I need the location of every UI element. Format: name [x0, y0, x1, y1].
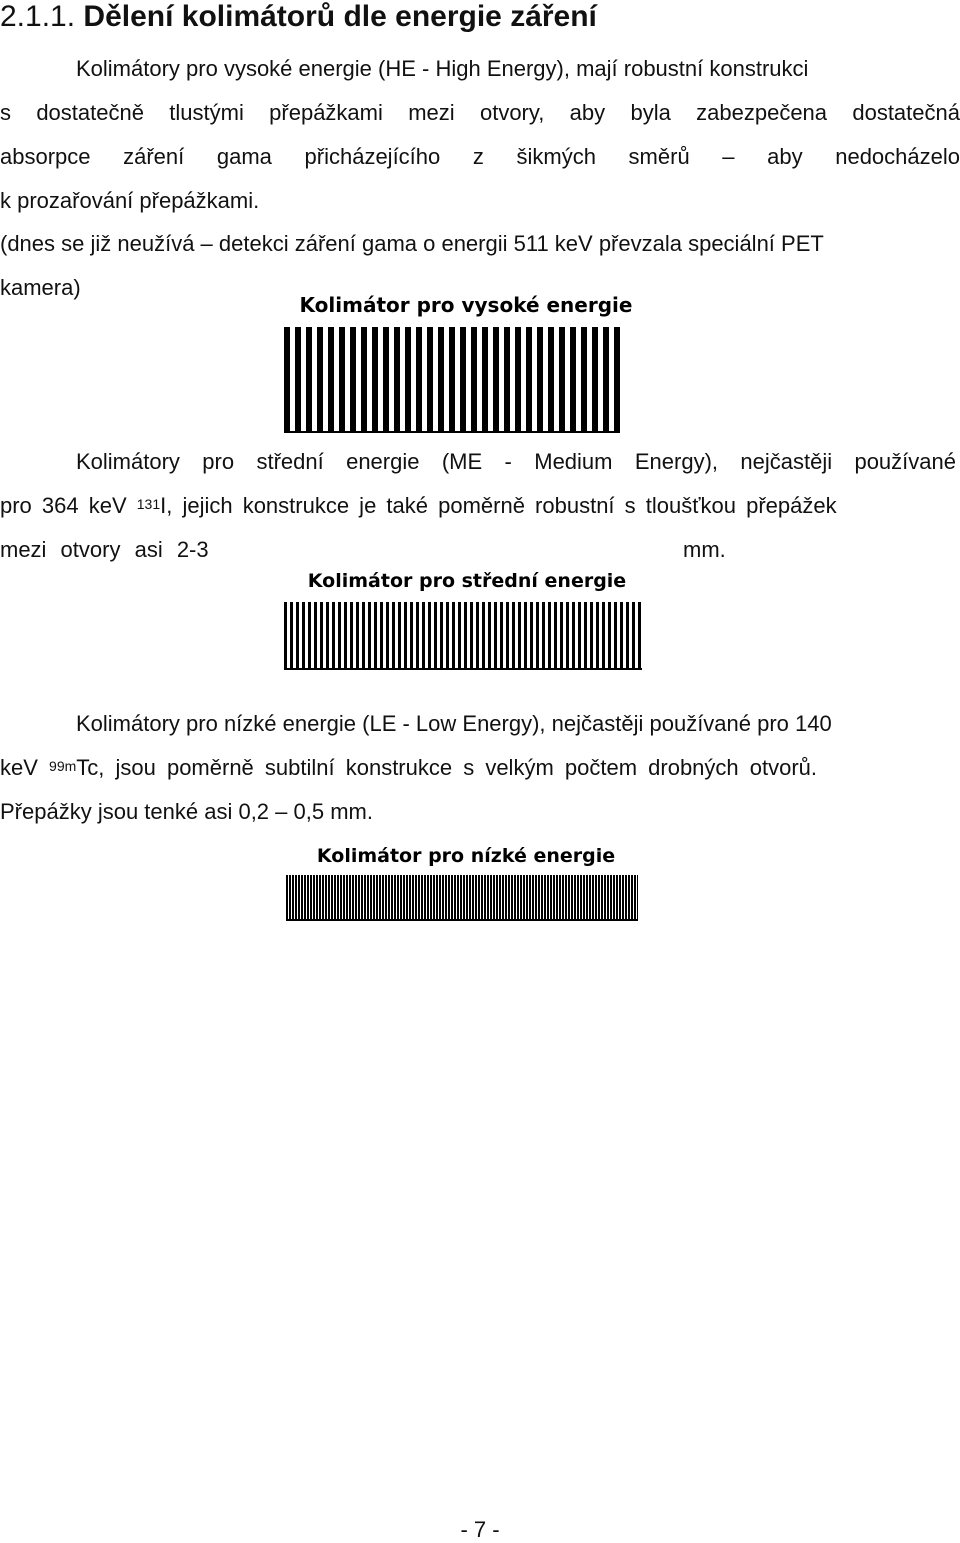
collimator-septum	[572, 602, 575, 670]
collimator-septum	[319, 875, 321, 921]
collimator-septum	[364, 875, 366, 921]
collimator-septum	[292, 875, 294, 921]
paragraph-he-line: Kolimátory pro vysoké energie (HE - High Energy), mají robustní konstrukci	[76, 56, 809, 81]
collimator-septum	[386, 602, 389, 670]
collimator-base-line	[284, 431, 620, 433]
collimator-septum	[504, 327, 510, 433]
collimator-septum	[469, 875, 471, 921]
collimator-septum	[320, 602, 323, 670]
collimator-septum	[536, 602, 539, 670]
collimator-septum	[520, 875, 522, 921]
collimator-septum	[626, 602, 629, 670]
collimator-septum	[472, 875, 474, 921]
collimator-septum	[566, 602, 569, 670]
collimator-septum	[463, 875, 465, 921]
collimator-septum	[616, 875, 618, 921]
collimator-septum	[537, 327, 543, 433]
collimator-septum	[471, 327, 477, 433]
collimator-septum	[598, 875, 600, 921]
collimator-septum	[568, 875, 570, 921]
collimator-septum	[376, 875, 378, 921]
collimator-septum	[464, 602, 467, 670]
collimator-septum	[400, 875, 402, 921]
figure-le-collimator	[266, 833, 666, 933]
collimator-septum	[454, 875, 456, 921]
collimator-septum	[427, 327, 433, 433]
collimator-septum	[367, 875, 369, 921]
collimator-septum	[452, 602, 455, 670]
collimator-septum	[339, 327, 345, 433]
collimator-septum	[344, 602, 347, 670]
collimator-septum	[289, 875, 291, 921]
collimator-septum	[614, 602, 617, 670]
collimator-septum	[460, 875, 462, 921]
collimator-septum	[370, 875, 372, 921]
collimator-septum	[493, 327, 499, 433]
collimator-septum	[433, 875, 435, 921]
collimator-septum	[286, 875, 288, 921]
paragraph-he-line: absorpce záření gama přicházejícího z šikmých směrů – aby nedocházelo	[0, 144, 960, 169]
collimator-septum	[553, 875, 555, 921]
collimator-septum	[394, 875, 396, 921]
paragraph-he-line: k prozařování přepážkami.	[0, 188, 260, 213]
collimator-septum	[638, 602, 641, 670]
collimator-septum	[368, 602, 371, 670]
collimator-septum	[619, 875, 621, 921]
collimator-septum	[310, 875, 312, 921]
collimator-septum	[592, 327, 598, 433]
collimator-septum	[328, 327, 334, 433]
collimator-septum	[373, 875, 375, 921]
collimator-septum	[512, 602, 515, 670]
collimator-septum	[416, 327, 422, 433]
collimator-septum	[284, 327, 290, 433]
collimator-septum	[518, 602, 521, 670]
collimator-septum	[302, 602, 305, 670]
collimator-septum	[577, 875, 579, 921]
paragraph-he-line: s dostatečně tlustými přepážkami mezi otvory, aby byla zabezpečena dostatečná	[0, 100, 960, 125]
collimator-septum	[374, 602, 377, 670]
collimator-septum	[499, 875, 501, 921]
collimator-he-bars	[284, 327, 644, 433]
collimator-septum	[338, 602, 341, 670]
section-heading	[0, 0, 597, 34]
collimator-septum	[355, 875, 357, 921]
collimator-septum	[361, 327, 367, 433]
collimator-base-line	[284, 668, 642, 670]
collimator-septum	[596, 602, 599, 670]
collimator-septum	[350, 327, 356, 433]
collimator-septum	[614, 327, 620, 433]
collimator-septum	[604, 875, 606, 921]
collimator-septum	[514, 875, 516, 921]
collimator-septum	[610, 875, 612, 921]
collimator-septum	[397, 875, 399, 921]
collimator-septum	[296, 602, 299, 670]
paragraph-me-line2	[0, 493, 960, 519]
collimator-septum	[476, 602, 479, 670]
collimator-septum	[524, 602, 527, 670]
collimator-septum	[466, 875, 468, 921]
collimator-septum	[422, 602, 425, 670]
collimator-septum	[334, 875, 336, 921]
collimator-septum	[415, 875, 417, 921]
collimator-septum	[380, 602, 383, 670]
section-number: 2.1.1.	[0, 0, 76, 33]
collimator-septum	[416, 602, 419, 670]
collimator-septum	[580, 875, 582, 921]
collimator-septum	[631, 875, 633, 921]
collimator-septum	[523, 875, 525, 921]
collimator-septum	[595, 875, 597, 921]
collimator-septum	[608, 602, 611, 670]
collimator-septum	[343, 875, 345, 921]
collimator-septum	[470, 602, 473, 670]
collimator-septum	[541, 875, 543, 921]
collimator-septum	[515, 327, 521, 433]
collimator-septum	[428, 602, 431, 670]
collimator-septum	[550, 875, 552, 921]
collimator-septum	[332, 602, 335, 670]
collimator-septum	[544, 875, 546, 921]
collimator-septum	[325, 875, 327, 921]
collimator-septum	[445, 875, 447, 921]
collimator-septum	[449, 327, 455, 433]
collimator-septum	[308, 602, 311, 670]
collimator-septum	[307, 875, 309, 921]
collimator-septum	[313, 875, 315, 921]
collimator-septum	[326, 602, 329, 670]
collimator-septum	[565, 875, 567, 921]
collimator-septum	[484, 875, 486, 921]
collimator-septum	[404, 602, 407, 670]
collimator-septum	[583, 875, 585, 921]
collimator-septum	[306, 327, 312, 433]
paragraph-le-line1: Kolimátory pro nízké energie (LE - Low Energy), nejčastěji používané pro 140	[76, 711, 832, 736]
collimator-septum	[448, 875, 450, 921]
collimator-septum	[526, 327, 532, 433]
collimator-septum	[487, 875, 489, 921]
collimator-septum	[548, 602, 551, 670]
collimator-septum	[418, 875, 420, 921]
collimator-septum	[434, 602, 437, 670]
paragraph-he-line: kamera)	[0, 275, 81, 300]
collimator-septum	[607, 875, 609, 921]
collimator-septum	[337, 875, 339, 921]
collimator-septum	[526, 875, 528, 921]
collimator-septum	[421, 875, 423, 921]
collimator-septum	[295, 327, 301, 433]
collimator-septum	[316, 875, 318, 921]
collimator-septum	[394, 327, 400, 433]
collimator-septum	[361, 875, 363, 921]
collimator-septum	[446, 602, 449, 670]
figure-le-title: Kolimátor pro nízké energie	[316, 845, 616, 867]
collimator-septum	[478, 875, 480, 921]
page-number: - 7 -	[460, 1517, 500, 1542]
collimator-septum	[403, 875, 405, 921]
collimator-septum	[590, 602, 593, 670]
collimator-septum	[589, 875, 591, 921]
collimator-septum	[295, 875, 297, 921]
collimator-septum	[637, 875, 638, 921]
collimator-septum	[372, 327, 378, 433]
collimator-septum	[442, 875, 444, 921]
collimator-septum	[439, 875, 441, 921]
collimator-septum	[556, 875, 558, 921]
collimator-septum	[440, 602, 443, 670]
collimator-septum	[532, 875, 534, 921]
paragraph-me-line2-pre: pro 364 keV	[0, 493, 137, 518]
collimator-septum	[559, 327, 565, 433]
collimator-septum	[496, 875, 498, 921]
collimator-septum	[502, 875, 504, 921]
collimator-septum	[511, 875, 513, 921]
collimator-septum	[379, 875, 381, 921]
collimator-septum	[517, 875, 519, 921]
paragraph-me-line3b: mm.	[683, 537, 726, 562]
paragraph-le-line3: Přepážky jsou tenké asi 0,2 – 0,5 mm.	[0, 799, 373, 824]
collimator-septum	[482, 602, 485, 670]
collimator-septum	[488, 602, 491, 670]
collimator-septum	[383, 327, 389, 433]
collimator-septum	[436, 875, 438, 921]
collimator-septum	[314, 602, 317, 670]
paragraph-he-line: (dnes se již neužívá – detekci záření gama o energii 511 keV převzala speciální PET	[0, 231, 824, 256]
collimator-le-bars	[286, 875, 638, 921]
collimator-septum	[356, 602, 359, 670]
collimator-septum	[622, 875, 624, 921]
collimator-septum	[481, 875, 483, 921]
figure-me-title: Kolimátor pro střední energie	[307, 570, 627, 592]
collimator-septum	[628, 875, 630, 921]
collimator-me-bars	[284, 602, 642, 670]
paragraph-le-line2-post: Tc, jsou poměrně subtilní konstrukce s velkým počtem drobných otvorů.	[76, 755, 818, 780]
paragraph-le-line2	[0, 755, 960, 781]
collimator-septum	[578, 602, 581, 670]
collimator-septum	[290, 602, 293, 670]
collimator-septum	[430, 875, 432, 921]
collimator-septum	[530, 602, 533, 670]
collimator-septum	[350, 602, 353, 670]
collimator-septum	[388, 875, 390, 921]
collimator-septum	[349, 875, 351, 921]
paragraph-me-line2-post: I, jejich konstrukce je také poměrně robustní s tloušťkou přepážek	[160, 493, 837, 518]
collimator-septum	[385, 875, 387, 921]
collimator-septum	[398, 602, 401, 670]
isotope-mass-131: 131	[136, 496, 161, 512]
collimator-septum	[340, 875, 342, 921]
collimator-septum	[328, 875, 330, 921]
collimator-septum	[458, 602, 461, 670]
collimator-septum	[620, 602, 623, 670]
collimator-septum	[562, 875, 564, 921]
figure-me-collimator	[268, 564, 666, 678]
collimator-septum	[494, 602, 497, 670]
paragraph-me-line1: Kolimátory pro střední energie (ME - Medium Energy), nejčastěji používané	[76, 449, 956, 474]
collimator-septum	[560, 602, 563, 670]
collimator-septum	[601, 875, 603, 921]
collimator-septum	[410, 602, 413, 670]
paragraph-me-line3a: mezi otvory asi 2-3	[0, 537, 209, 562]
collimator-septum	[508, 875, 510, 921]
collimator-septum	[482, 327, 488, 433]
collimator-septum	[581, 327, 587, 433]
collimator-septum	[584, 602, 587, 670]
collimator-septum	[625, 875, 627, 921]
collimator-septum	[613, 875, 615, 921]
collimator-septum	[632, 602, 635, 670]
collimator-septum	[352, 875, 354, 921]
collimator-septum	[451, 875, 453, 921]
collimator-septum	[571, 875, 573, 921]
collimator-septum	[358, 875, 360, 921]
collimator-septum	[586, 875, 588, 921]
paragraph-le-line2-pre: keV	[0, 755, 50, 780]
section-title: Dělení kolimátorů dle energie záření	[83, 0, 597, 33]
collimator-septum	[409, 875, 411, 921]
collimator-septum	[493, 875, 495, 921]
collimator-septum	[634, 875, 636, 921]
collimator-septum	[438, 327, 444, 433]
collimator-septum	[457, 875, 459, 921]
figure-he-collimator	[270, 283, 662, 433]
collimator-septum	[542, 602, 545, 670]
collimator-septum	[298, 875, 300, 921]
collimator-septum	[322, 875, 324, 921]
collimator-septum	[592, 875, 594, 921]
collimator-septum	[382, 875, 384, 921]
collimator-septum	[505, 875, 507, 921]
collimator-septum	[317, 327, 323, 433]
collimator-septum	[602, 602, 605, 670]
collimator-septum	[506, 602, 509, 670]
collimator-septum	[460, 327, 466, 433]
collimator-septum	[392, 602, 395, 670]
collimator-septum	[301, 875, 303, 921]
collimator-septum	[554, 602, 557, 670]
collimator-septum	[427, 875, 429, 921]
collimator-septum	[406, 875, 408, 921]
collimator-base-line	[286, 919, 638, 921]
collimator-septum	[535, 875, 537, 921]
collimator-septum	[424, 875, 426, 921]
collimator-septum	[346, 875, 348, 921]
collimator-septum	[405, 327, 411, 433]
figure-he-title: Kolimátor pro vysoké energie	[299, 293, 633, 317]
collimator-septum	[284, 602, 287, 670]
collimator-septum	[500, 602, 503, 670]
collimator-septum	[362, 602, 365, 670]
collimator-septum	[603, 327, 609, 433]
collimator-septum	[538, 875, 540, 921]
collimator-septum	[412, 875, 414, 921]
collimator-septum	[331, 875, 333, 921]
collimator-septum	[548, 327, 554, 433]
collimator-septum	[490, 875, 492, 921]
collimator-septum	[391, 875, 393, 921]
collimator-septum	[574, 875, 576, 921]
collimator-septum	[304, 875, 306, 921]
collimator-septum	[559, 875, 561, 921]
collimator-septum	[547, 875, 549, 921]
collimator-septum	[475, 875, 477, 921]
collimator-septum	[570, 327, 576, 433]
collimator-septum	[529, 875, 531, 921]
isotope-mass-99m: 99m	[49, 758, 77, 774]
